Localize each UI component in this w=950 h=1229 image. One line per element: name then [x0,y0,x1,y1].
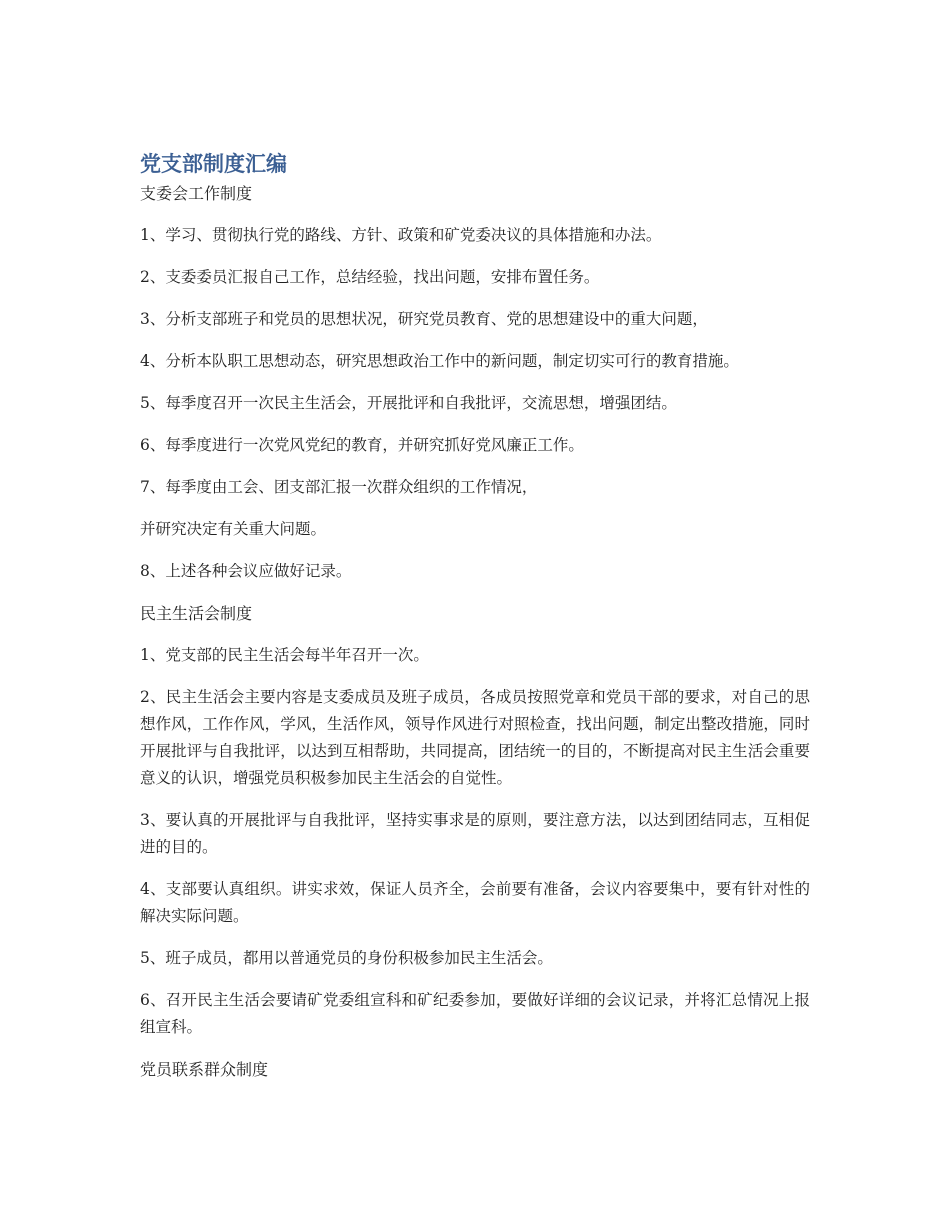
paragraph: 2、支委委员汇报自己工作，总结经验，找出问题，安排布置任务。 [140,268,600,286]
paragraph: 6、每季度进行一次党风党纪的教育，并研究抓好党风廉正工作。 [140,436,584,454]
paragraph: 4、支部要认真组织。讲实求效，保证人员齐全，会前要有准备，会议内容要集中，要有针对性的解决实际问题。 [140,880,810,925]
paragraph: 4、分析本队职工思想动态，研究思想政治工作中的新问题，制定切实可行的教育措施。 [140,352,739,370]
paragraph: 2、民主生活会主要内容是支委成员及班子成员，各成员按照党章和党员干部的要求，对自己的思想作风，工作作风，学风，生活作风，领导作风进行对照检查，找出问题，制定出整改措施，同时开展批评与自我批评，以达到互相帮助，共同提高，团结统一的目的，不断提高对民主生活会重要意义的认识，增强党员积极参加民主生活会的自觉性。 [140,688,810,787]
paragraph: 3、分析支部班子和党员的思想状况，研究党员教育、党的思想建设中的重大问题， [140,310,708,328]
section-committee-work [140,180,810,585]
document-page [140,150,810,1098]
document-title: 党支部制度汇编 [140,152,287,176]
paragraph: 并研究决定有关重大问题。 [140,520,327,538]
paragraph: 7、每季度由工会、团支部汇报一次群众组织的工作情况， [140,478,538,496]
section-heading: 民主生活会制度 [140,604,253,623]
paragraph: 1、党支部的民主生活会每半年召开一次。 [140,646,429,664]
section-democratic-life [140,600,810,1041]
section-heading: 党员联系群众制度 [140,1060,269,1079]
paragraph: 5、班子成员，都用以普通党员的身份积极参加民主生活会。 [140,949,553,967]
paragraph: 1、学习、贯彻执行党的路线、方针、政策和矿党委决议的具体措施和办法。 [140,226,662,244]
section-heading: 支委会工作制度 [140,184,253,203]
paragraph: 5、每季度召开一次民主生活会，开展批评和自我批评，交流思想，增强团结。 [140,394,677,412]
paragraph: 8、上述各种会议应做好记录。 [140,562,352,580]
paragraph: 3、要认真的开展批评与自我批评，坚持实事求是的原则，要注意方法，以达到团结同志，互相促进的目的。 [140,811,810,856]
paragraph: 6、召开民主生活会要请矿党委组宣科和矿纪委参加，要做好详细的会议记录，并将汇总情况上报组宣科。 [140,991,810,1036]
section-mass-contact [140,1056,810,1084]
